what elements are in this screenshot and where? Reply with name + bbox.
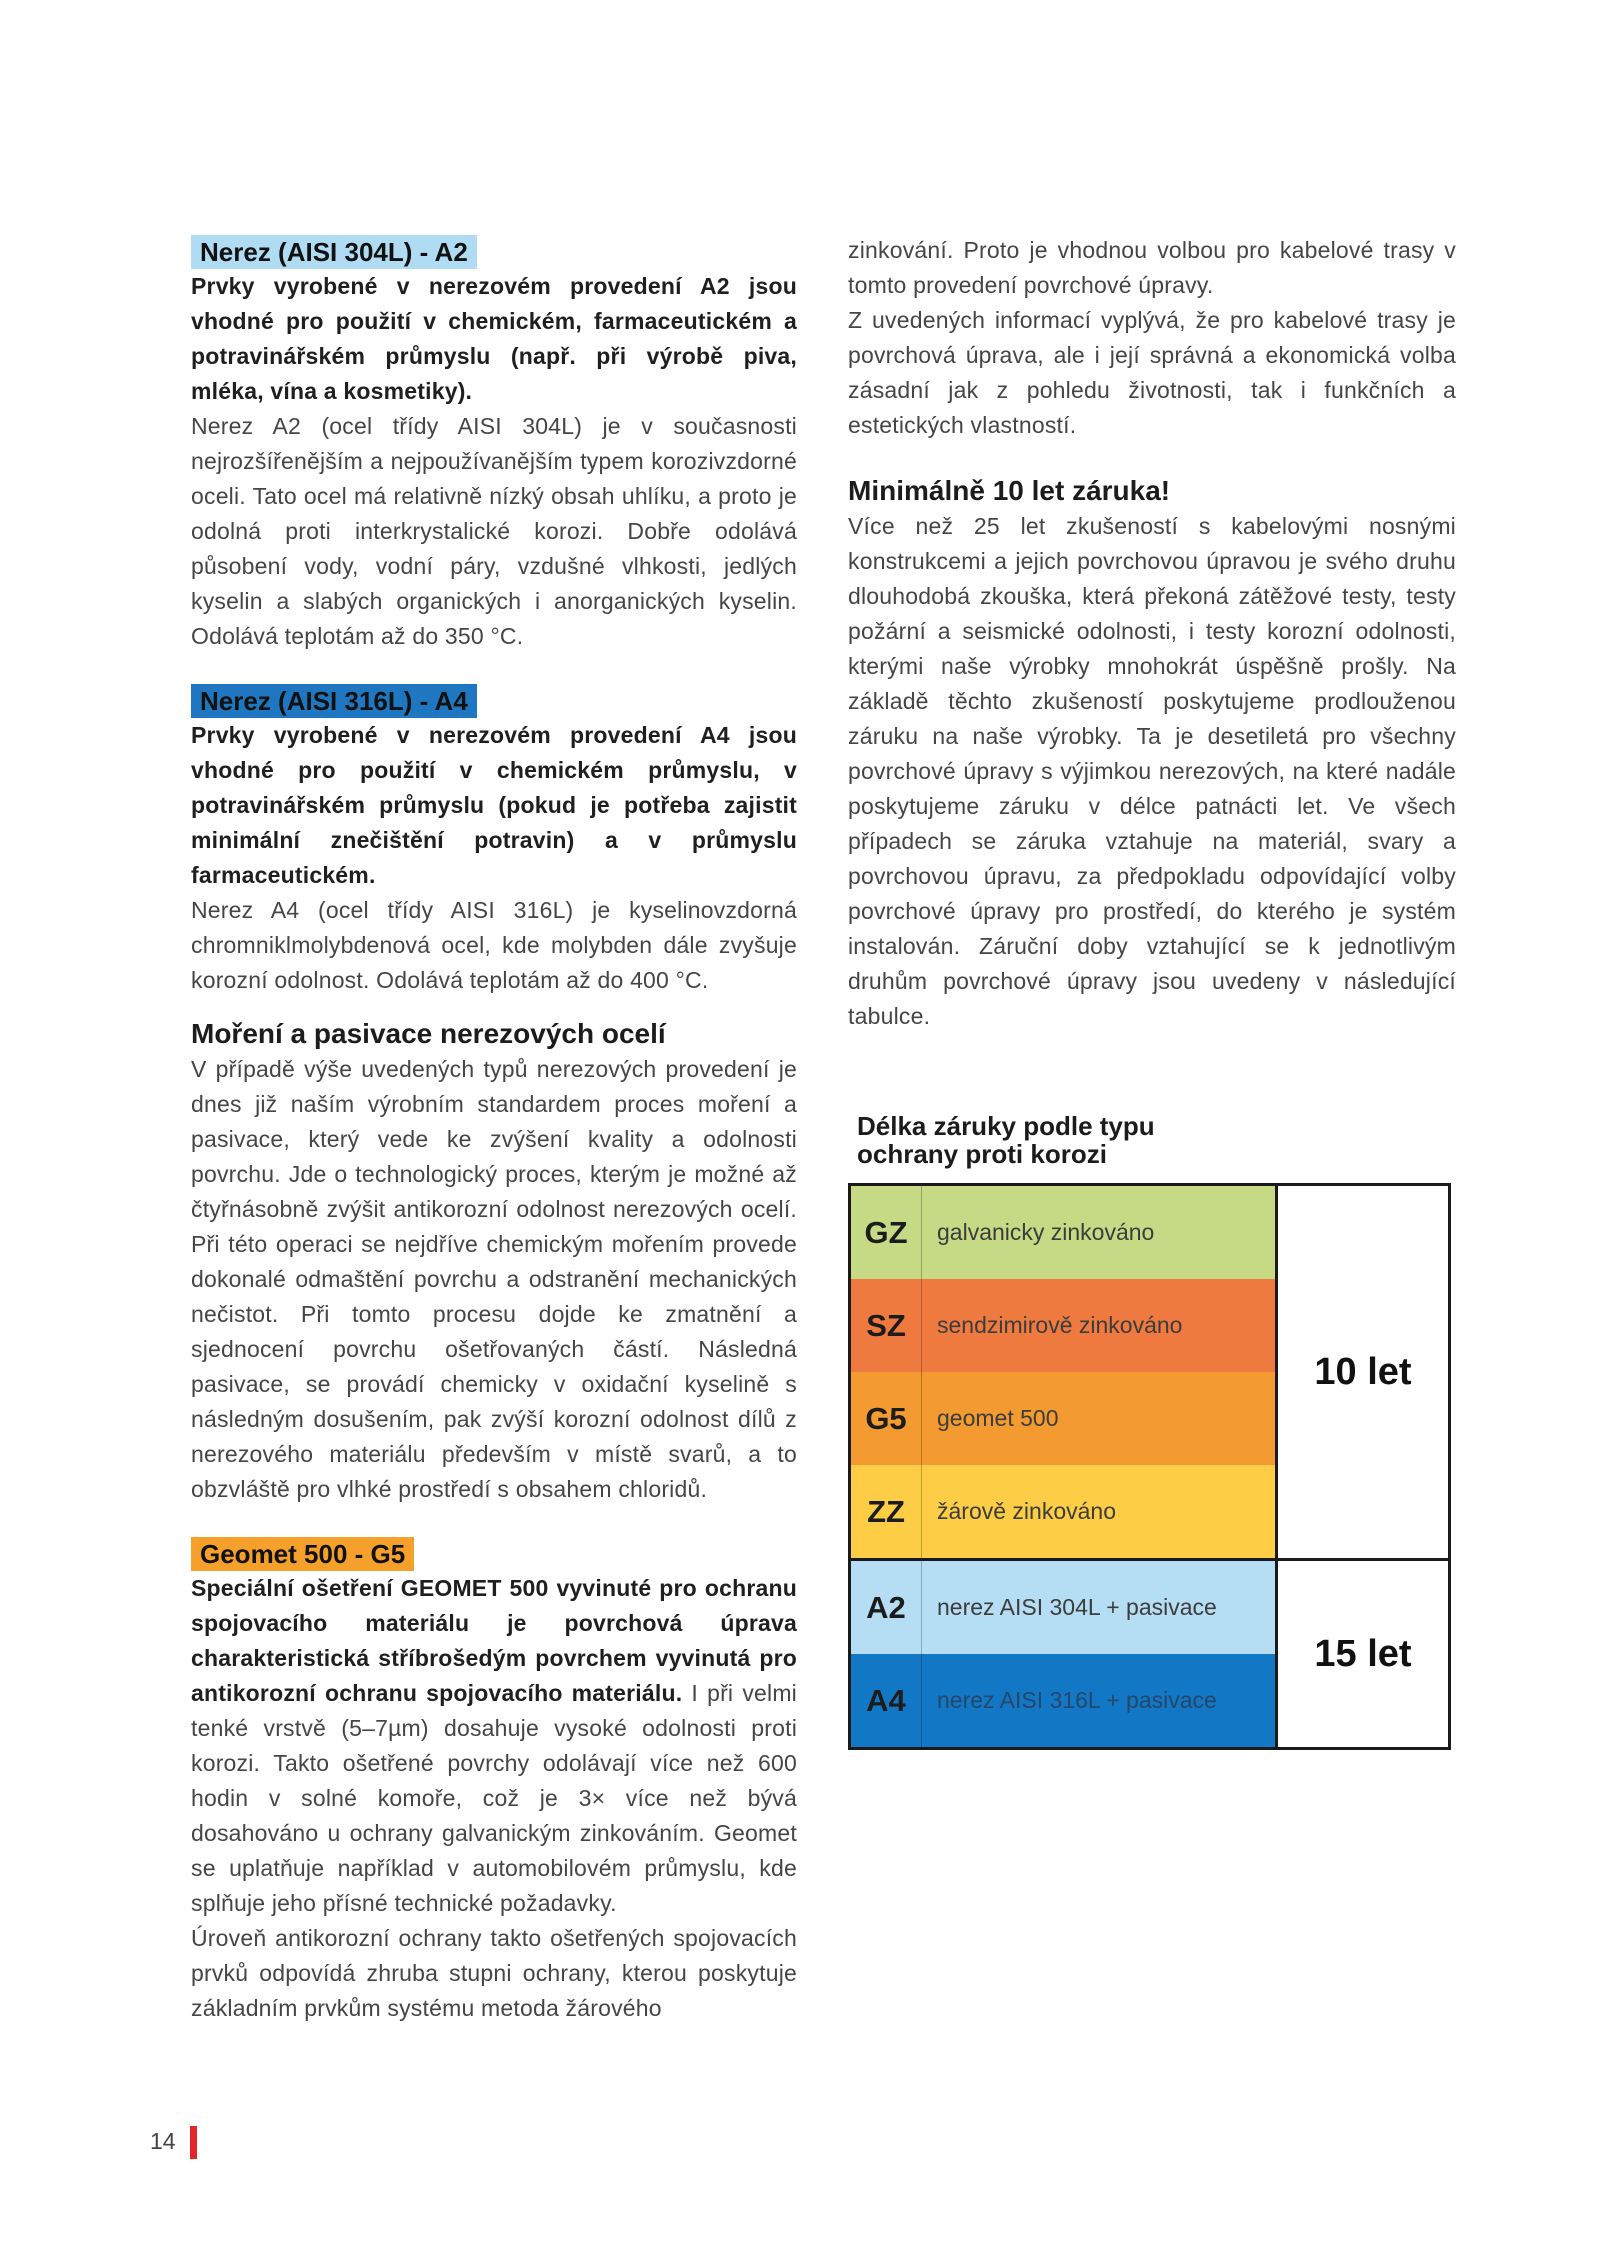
page-accent-bar <box>190 2126 197 2159</box>
row-code: ZZ <box>850 1465 922 1560</box>
table-row <box>850 1560 1450 1655</box>
section-tag-a2: Nerez (AISI 304L) - A2 <box>191 235 477 269</box>
row-label: žárově zinkováno <box>922 1465 1277 1560</box>
row-code: G5 <box>850 1372 922 1465</box>
warranty-body-paragraph: Více než 25 let zkušeností s kabelovými nosnými konstrukcemi a jejich povrchovou úpravou je svého druhu dlouhodobá zkouška, která překoná zátěžové testy, testy požární a seismické odolnosti, i testy korozní odolnosti, kterými naše výrobky mnohokrát úspěšně prošly. Na základě těchto zkušeností poskytujeme prodlouženou záruku na naše výrobky. Ta je desetiletá pro všechny povrchové úpravy s výjimkou nerezových, na které nadále poskytujeme záruku v délce patnácti let. Ve všech případech se záruka vztahuje na materiál, svary a povrchovou úpravu, za předpokladu odpovídající volby povrchové úpravy pro prostředí, do kterého je systém instalován. Záruční doby vztahující se k jednotlivým druhům povrchové úpravy jsou uvedeny v následující tabulce. <box>848 513 1456 1029</box>
row-label: sendzimirově zinkováno <box>922 1279 1277 1372</box>
geomet-lead-paragraph <box>191 1571 797 1921</box>
geomet-lead-bold: Speciální ošetření GEOMET 500 vyvinuté pro ochranu spojovacího materiálu je povrchová úprava charakteristická stříbrošedým povrchem vyvinutá pro antikorozní ochranu spojovacího materiálu. <box>191 1575 797 1706</box>
a4-body-paragraph: Nerez A4 (ocel třídy AISI 316L) je kyselinovzdorná chromniklmolybdenová ocel, kde molybden dále zvyšuje korozní odolnost. Odolává teplotám až do 400 °C. <box>191 897 797 993</box>
row-label: nerez AISI 316L + pasivace <box>922 1654 1277 1749</box>
geomet-lead-tail: I při velmi tenké vrstvě (5–7µm) dosahuje vysoké odolnosti proti korozi. Takto ošetřené povrchy odolávají více než 600 hodin v solné komoře, což je 3× více než bývá dosahováno u ochrany galvanickým zinkováním. Geomet se uplatňuje například v automobilovém průmyslu, kde splňuje jeho přísné technické požadavky. <box>191 1680 797 1916</box>
pickling-heading: Moření a pasivace nerezových ocelí <box>191 1018 666 1049</box>
intro-paragraph-1: zinkování. Proto je vhodnou volbou pro kabelové trasy v tomto provedení povrchové úpravy. <box>848 237 1456 298</box>
geomet-body-paragraph: Úroveň antikorozní ochrany takto ošetřených spojovacích prvků odpovídá zhruba stupni ochrany, kterou poskytuje základním prvkům systému metoda žárového <box>191 1925 797 2021</box>
years-10: 10 let <box>1277 1185 1450 1560</box>
row-label: nerez AISI 304L + pasivace <box>922 1560 1277 1655</box>
a2-body-paragraph: Nerez A2 (ocel třídy AISI 304L) je v současnosti nejrozšířenějším a nejpoužívanějším typem korozivzdorné oceli. Tato ocel má relativně nízký obsah uhlíku, a proto je odolná proti interkrystalické korozi. Dobře odolává působení vody, vodní páry, vzdušné vlhkosti, jedlých kyselin a slabých organických i anorganických kyselin. Odolává teplotám až do 350 °C. <box>191 413 797 649</box>
right-column <box>848 233 1456 1034</box>
intro-paragraph-2: Z uvedených informací vyplývá, že pro kabelové trasy je povrchová úprava, ale i její správná a ekonomická volba zásadní jak z pohledu životnosti, tak i funkčních a estetických vlastností. <box>848 307 1456 438</box>
table-row <box>850 1185 1450 1280</box>
section-tag-a4: Nerez (AISI 316L) - A4 <box>191 684 477 718</box>
row-label: galvanicky zinkováno <box>922 1185 1277 1280</box>
row-code: A4 <box>850 1654 922 1749</box>
table-title <box>857 1112 1155 1168</box>
section-tag-geomet: Geomet 500 - G5 <box>191 1537 414 1571</box>
left-column <box>191 233 797 2026</box>
warranty-table <box>848 1183 1451 1750</box>
row-code: A2 <box>850 1560 922 1655</box>
a4-lead-paragraph: Prvky vyrobené v nerezovém provedení A4 jsou vhodné pro použití v chemickém průmyslu, v potravinářském průmyslu (pokud je potřeba zajistit minimální znečištění potravin) a v průmyslu farmaceutickém. <box>191 722 797 888</box>
a2-lead-paragraph: Prvky vyrobené v nerezovém provedení A2 jsou vhodné pro použití v chemickém, farmaceutickém a potravinářském průmyslu (např. při výrobě piva, mléka, vína a kosmetiky). <box>191 273 797 404</box>
table-title-line-2: ochrany proti korozi <box>857 1139 1107 1169</box>
row-label: geomet 500 <box>922 1372 1277 1465</box>
pickling-body-paragraph: V případě výše uvedených typů nerezových provedení je dnes již naším výrobním standardem proces moření a pasivace, který vede ke zvýšení kvality a odolnosti povrchu. Jde o technologický proces, kterým je možné až čtyřnásobně zvýšit antikorozní odolnost nerezových ocelí. Při této operaci se nejdříve chemickým mořením provede dokonalé odmaštění povrchu a odstranění mechanických nečistot. Při tomto procesu dojde ke zmatnění a sjednocení povrchu ošetřovaných částí. Následná pasivace, se provádí chemicky v oxidační kyselině s následným dosušením, pak zvýší korozní odolnost dílů z nerezového materiálu především v místě svarů, a to obzvláště pro vlhké prostředí s obsahem chloridů. <box>191 1056 797 1502</box>
row-code: GZ <box>850 1185 922 1280</box>
years-15: 15 let <box>1277 1560 1450 1749</box>
table-title-line-1: Délka záruky podle typu <box>857 1111 1155 1141</box>
row-code: SZ <box>850 1279 922 1372</box>
warranty-heading: Minimálně 10 let záruka! <box>848 475 1171 506</box>
page-number: 14 <box>150 2128 176 2154</box>
